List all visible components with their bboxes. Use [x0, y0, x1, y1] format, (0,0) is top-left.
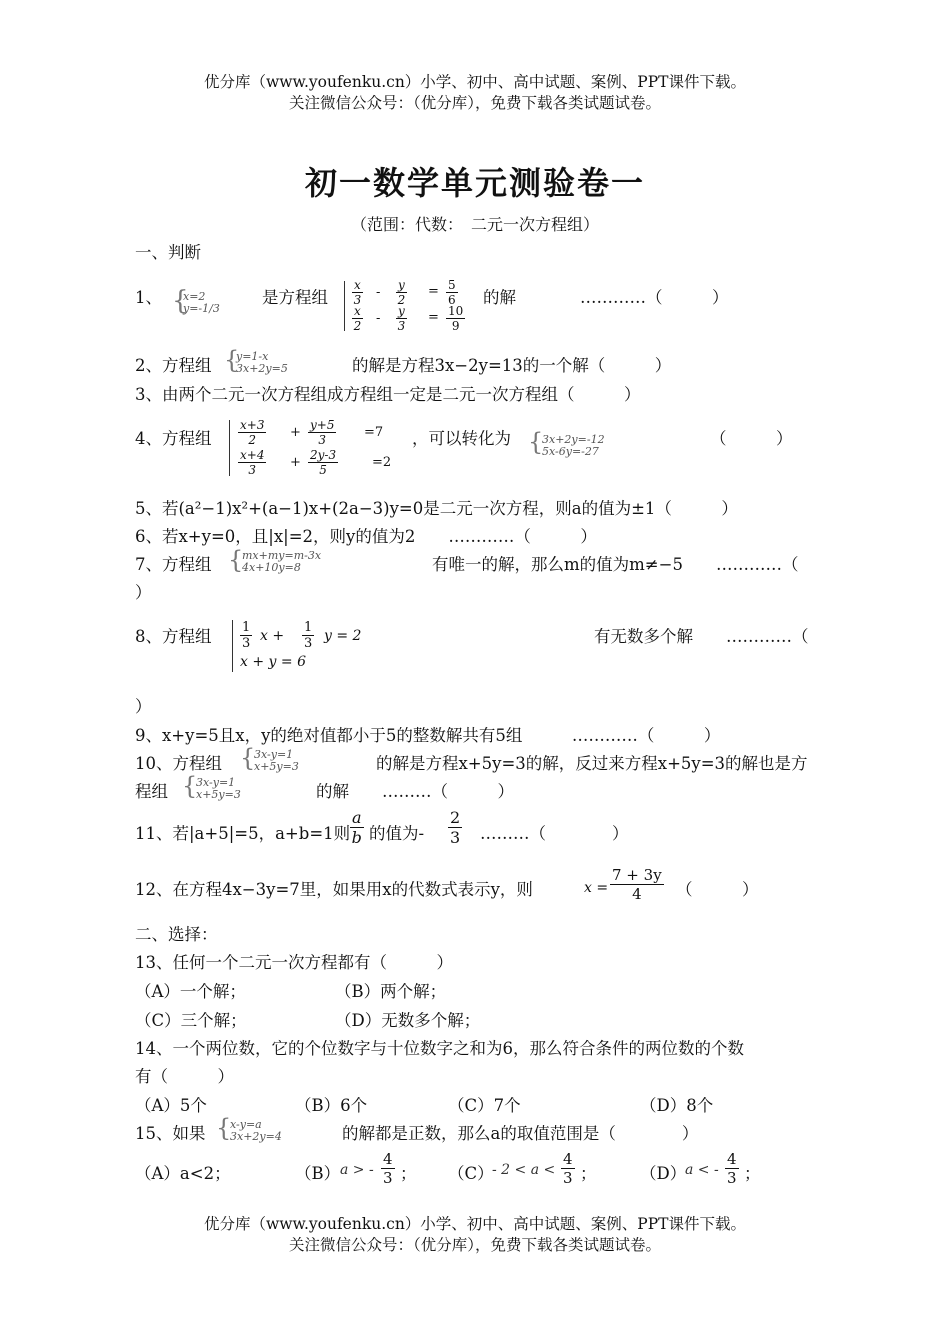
section-heading-judge: 一、判断 — [135, 243, 201, 262]
q1-mid-text: 是方程组 — [262, 288, 328, 307]
q11-b: b — [351, 828, 362, 847]
q12-den: 4 — [632, 885, 642, 903]
q11-answer-blank: ………（ ） — [480, 824, 629, 843]
q8-prefix: 8、方程组 — [135, 627, 212, 646]
q14-option-c[interactable]: （C）7个 — [448, 1096, 521, 1115]
q1-row1-frac-y — [396, 278, 407, 307]
q4-brace-b: { — [528, 428, 544, 456]
q8-y-rhs: y = 2 — [324, 628, 362, 644]
q11-frac-23 — [448, 808, 462, 847]
q4-a1-frac2 — [308, 418, 336, 447]
q15-eq1: x-y=a — [230, 1118, 262, 1131]
q4-brace-a — [229, 420, 232, 476]
q8-text: 有无数多个解 …………（ — [594, 627, 809, 646]
q15-text: 的解都是正数，那么a的取值范围是（ ） — [342, 1124, 699, 1143]
q7-prefix: 7、方程组 — [135, 555, 212, 574]
question-3: 3、由两个二元一次方程组成方程组一定是二元一次方程组（ ） — [135, 385, 641, 404]
q10-system-1 — [254, 749, 299, 773]
q15-d-label: （D） — [640, 1164, 687, 1183]
q12-lhs: x = — [584, 880, 609, 896]
q12-answer-blank: （ ） — [676, 880, 759, 899]
q4-prefix: 4、方程组 — [135, 429, 212, 448]
q10-brace-1: { — [240, 744, 256, 772]
q4-answer-blank: （ ） — [710, 429, 793, 448]
q1-r2-3: 3 — [397, 319, 406, 333]
question-6: 6、若x+y=0，且|x|=2，则y的值为2 …………（ ） — [135, 527, 597, 546]
q1-r1-y: y — [398, 278, 405, 292]
q1-sysa-eq2: y=-1/3 — [183, 302, 220, 315]
q2-brace: { — [224, 346, 240, 374]
q7-system — [242, 550, 321, 574]
q11-mid: 的值为- — [369, 824, 425, 843]
q10-s1-eq2: x+5y=3 — [254, 760, 299, 773]
q1-sysa-eq1: x=2 — [183, 290, 206, 303]
header-line-2: 关注微信公众号：（优分库），免费下载各类试题试卷。 — [288, 94, 661, 112]
q1-number: 1、 — [135, 288, 162, 307]
q8-f2-den: 3 — [304, 636, 313, 651]
q10-s2-eq1: 3x-y=1 — [196, 776, 236, 789]
q7-wrap: ） — [135, 583, 152, 602]
q11-prefix: 11、若|a+5|=5，a+b=1则 — [135, 824, 351, 843]
q12-num: 7 + 3y — [612, 866, 662, 884]
q7-eq1: mx+my=m-3x — [242, 549, 322, 562]
q15-c-semi: ； — [580, 1164, 597, 1183]
section-heading-choice: 二、选择： — [135, 925, 218, 944]
q8-row2: x + y = 6 — [240, 654, 306, 670]
q15-d-num: 4 — [727, 1150, 737, 1168]
q15-b-num: 4 — [383, 1150, 393, 1168]
q10-brace-2: { — [182, 772, 198, 800]
q4-a1-d2: 3 — [318, 433, 327, 447]
q12-frac — [610, 866, 664, 903]
q1-row1-minus: - — [376, 285, 381, 300]
q11-frac-ab — [350, 808, 364, 847]
q13-option-d[interactable]: （D）无数多个解； — [335, 1011, 481, 1030]
q4-a2-n1: x+4 — [240, 448, 265, 462]
q7-eq2: 4x+10y=8 — [242, 561, 301, 574]
q14-stem-wrap: 有（ ） — [135, 1067, 234, 1086]
q1-r2-9: 9 — [451, 319, 460, 333]
q1-row2-eq: = — [428, 310, 439, 325]
q15-c-num: 4 — [563, 1150, 573, 1168]
q14-stem: 14、一个两位数，它的个位数字与十位数字之和为6，那么符合条件的两位数的个数 — [135, 1039, 744, 1058]
q7-brace: { — [228, 546, 244, 574]
q8-f2-num: 1 — [304, 620, 313, 635]
q4-a2-frac2 — [308, 448, 338, 477]
q4-b-eq1: 3x+2y=-12 — [542, 433, 605, 446]
page-subtitle: （范围：代数： 二元一次方程组） — [350, 215, 599, 234]
q15-option-a[interactable]: （A）a<2； — [135, 1164, 231, 1183]
q8-frac2 — [302, 620, 314, 651]
q14-option-b[interactable]: （B）6个 — [295, 1096, 368, 1115]
page-title: 初一数学单元测验卷一 — [304, 164, 645, 202]
q4-a1-n1: x+3 — [240, 418, 265, 432]
q1-row2-frac-rhs — [446, 304, 465, 333]
q4-a1-rhs: =7 — [364, 425, 384, 440]
q1-r2-y: y — [398, 304, 405, 318]
q15-system — [230, 1119, 282, 1143]
q1-brace-a: { — [172, 286, 189, 316]
q8-f1-den: 3 — [242, 636, 251, 651]
q4-a1-d1: 2 — [248, 433, 257, 447]
q4-a2-frac1 — [238, 448, 266, 477]
q13-option-c[interactable]: （C）三个解； — [135, 1011, 247, 1030]
q1-row1-eq: = — [428, 284, 439, 299]
q13-option-a[interactable]: （A）一个解； — [135, 982, 246, 1001]
q1-system-a — [183, 291, 220, 315]
q1-after-text: 的解 — [483, 288, 516, 307]
q15-b-label: （B） — [295, 1164, 341, 1183]
q2-prefix: 2、方程组 — [135, 356, 212, 375]
q4-a1-plus: + — [290, 425, 301, 440]
q2-system — [236, 351, 288, 375]
q15-d-frac — [725, 1150, 739, 1187]
q1-r1-5: 5 — [448, 278, 456, 292]
q2-text: 的解是方程3x−2y=13的一个解（ ） — [352, 356, 672, 375]
q10-prefix-2: 程组 — [135, 782, 168, 801]
q8-f1-num: 1 — [242, 620, 251, 635]
q11-a: a — [352, 808, 362, 827]
q14-option-d[interactable]: （D）8个 — [640, 1096, 714, 1115]
q11-2: 2 — [450, 808, 461, 827]
q1-r1-6: 6 — [448, 293, 456, 307]
q10-mid-text: 的解是方程x+5y=3的解，反过来方程x+5y=3的解也是方 — [376, 754, 808, 773]
q10-s2-eq2: x+5y=3 — [196, 788, 241, 801]
q10-answer-blank: 的解 ………（ ） — [316, 782, 514, 801]
q15-eq2: 3x+2y=4 — [230, 1130, 282, 1143]
q1-row1-frac-rhs — [446, 278, 458, 307]
q15-c-label: （C） — [448, 1164, 494, 1183]
q8-frac1 — [240, 620, 252, 651]
q1-row2-frac-y — [396, 304, 407, 333]
q13-stem: 13、任何一个二元一次方程都有（ ） — [135, 953, 453, 972]
q2-eq1: y=1-x — [236, 350, 269, 363]
q15-c-expr: - 2 < a < — [492, 1162, 556, 1178]
header-line-1: 优分库（www.youfenku.cn）小学、初中、高中试题、案例、PPT课件下载。 — [203, 73, 747, 91]
q4-a2-rhs: =2 — [372, 455, 392, 470]
q7-text: 有唯一的解，那么m的值为m≠−5 …………（ — [432, 555, 799, 574]
question-5: 5、若(a²−1)x²+(a−1)x+(2a−3)y=0是二元一次方程，则a的值为±1（ ） — [135, 499, 738, 518]
q15-prefix: 15、如果 — [135, 1124, 206, 1143]
q4-a2-d1: 3 — [248, 463, 257, 477]
q4-a2-plus: + — [290, 455, 301, 470]
q4-system-b — [542, 434, 605, 458]
q4-a1-frac1 — [238, 418, 266, 447]
q15-b-den: 3 — [383, 1169, 393, 1187]
q15-d-expr: a < - — [685, 1162, 719, 1178]
q2-eq2: 3x+2y=5 — [236, 362, 288, 375]
q4-a1-n2: y+5 — [310, 418, 335, 432]
q4-a2-d2: 5 — [319, 463, 327, 477]
question-9: 9、x+y=5且x，y的绝对值都小于5的整数解共有5组 …………（ ） — [135, 726, 721, 745]
q10-s1-eq1: 3x-y=1 — [254, 748, 294, 761]
q4-mid-text: ，可以转化为 — [412, 429, 511, 448]
q15-d-den: 3 — [727, 1169, 737, 1187]
q8-x-plus: x + — [260, 628, 285, 644]
q15-c-den: 3 — [563, 1169, 573, 1187]
q1-brace-b — [344, 281, 347, 331]
q15-c-frac — [561, 1150, 575, 1187]
q1-row2-minus: - — [376, 311, 381, 326]
q8-brace — [232, 620, 235, 672]
q8-wrap: ） — [135, 697, 152, 716]
q1-r2-10: 10 — [448, 304, 464, 318]
q1-answer-blank: …………（ ） — [580, 288, 729, 307]
q15-b-semi: ； — [400, 1164, 417, 1183]
q11-3: 3 — [450, 828, 461, 847]
q1-r1-3: 3 — [353, 293, 362, 307]
footer-line-1: 优分库（www.youfenku.cn）小学、初中、高中试题、案例、PPT课件下载。 — [203, 1215, 747, 1233]
footer-line-2: 关注微信公众号：（优分库），免费下载各类试题试卷。 — [288, 1236, 661, 1254]
q15-b-expr: a > - — [340, 1162, 374, 1178]
q13-option-b[interactable]: （B）两个解； — [335, 982, 447, 1001]
q15-b-frac — [381, 1150, 395, 1187]
q15-d-semi: ； — [744, 1164, 761, 1183]
q14-option-a[interactable]: （A）5个 — [135, 1096, 207, 1115]
q10-prefix: 10、方程组 — [135, 754, 222, 773]
q1-r2-2: 2 — [353, 319, 362, 333]
q10-system-2 — [196, 777, 241, 801]
q1-r1-2: 2 — [397, 293, 406, 307]
q1-row1-frac-x — [352, 278, 363, 307]
q12-prefix: 12、在方程4x−3y=7里，如果用x的代数式表示y，则 — [135, 880, 533, 899]
q1-r2-x: x — [354, 304, 361, 318]
q1-r1-x: x — [354, 278, 361, 292]
q4-b-eq2: 5x-6y=-27 — [542, 445, 599, 458]
q15-brace: { — [216, 1114, 232, 1142]
q4-a2-n2: 2y-3 — [310, 448, 337, 462]
q1-row2-frac-x — [352, 304, 363, 333]
